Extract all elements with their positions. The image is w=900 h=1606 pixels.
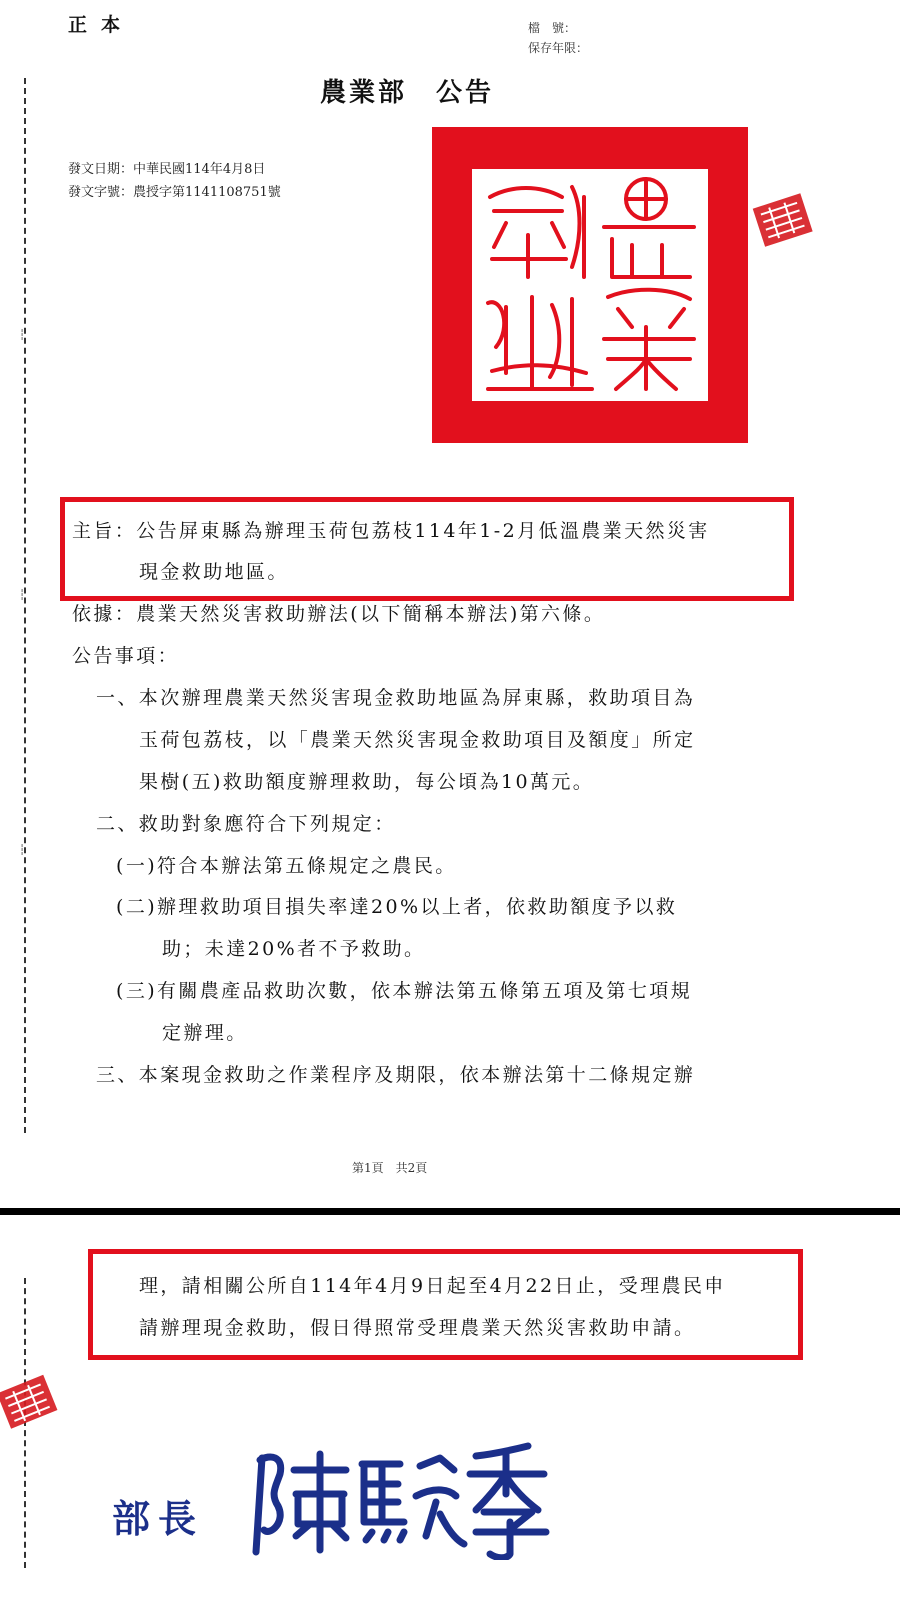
item-2-3-line-1: (三)有關農產品救助次數，依本辦法第五條第五項及第七項規	[116, 980, 693, 1002]
item-1-line-1: 一、本次辦理農業天然災害現金救助地區為屏東縣，救助項目為	[96, 687, 696, 709]
page-number: 第1頁 共2頁	[352, 1161, 428, 1175]
items-heading: 公告事項：	[72, 645, 180, 667]
document-title: 農業部 公告	[320, 78, 495, 108]
item-1-line-2: 玉荷包荔枝，以「農業天然災害現金救助項目及額度」所定	[139, 729, 696, 751]
file-number-label: 檔 號：	[528, 21, 577, 35]
binding-mark: ┆	[19, 330, 26, 341]
item-3-line-3: 請辦理現金救助，假日得照常受理農業天然災害救助申請。	[139, 1317, 696, 1339]
item-2-2-line-2: 助；未達20%者不予救助。	[162, 938, 426, 960]
item-3-line-1: 三、本案現金救助之作業程序及期限，依本辦法第十二條規定辦	[96, 1064, 696, 1086]
handwritten-signature-image	[250, 1440, 550, 1560]
issue-number: 發文字號：農授字第1141108751號	[68, 185, 281, 200]
original-copy-label: 正本	[68, 14, 135, 36]
item-2-1: (一)符合本辦法第五條規定之農民。	[116, 855, 457, 877]
period-highlight-box	[88, 1249, 803, 1360]
basis-line: 依據：農業天然災害救助辦法(以下簡稱本辦法)第六條。	[72, 603, 606, 625]
binding-mark: ┆	[19, 845, 26, 856]
binding-mark: ┆	[19, 590, 26, 601]
retention-period-label: 保存年限：	[528, 41, 589, 55]
seam-seal-image	[752, 190, 814, 252]
item-3-line-2: 理，請相關公所自114年4月9日起至4月22日止，受理農民申	[139, 1275, 726, 1297]
subject-highlight-box	[60, 497, 794, 601]
item-2-3-line-2: 定辦理。	[162, 1022, 248, 1044]
official-seal-image	[432, 127, 748, 443]
subject-line-1: 主旨：公告屏東縣為辦理玉荷包荔枝114年1-2月低溫農業天然災害	[72, 520, 710, 542]
issue-date: 發文日期：中華民國114年4月8日	[68, 162, 266, 177]
page-separator	[0, 1208, 900, 1215]
item-1-line-3: 果樹(五)救助額度辦理救助，每公頃為10萬元。	[139, 771, 595, 793]
subject-line-2: 現金救助地區。	[139, 561, 289, 583]
item-2-heading: 二、救助對象應符合下列規定：	[96, 813, 396, 835]
binding-line	[24, 78, 26, 1133]
minister-title: 部長	[112, 1496, 205, 1541]
item-2-2-line-1: (二)辦理救助項目損失率達20%以上者，依救助額度予以救	[116, 896, 678, 918]
seam-seal-image	[0, 1372, 58, 1430]
